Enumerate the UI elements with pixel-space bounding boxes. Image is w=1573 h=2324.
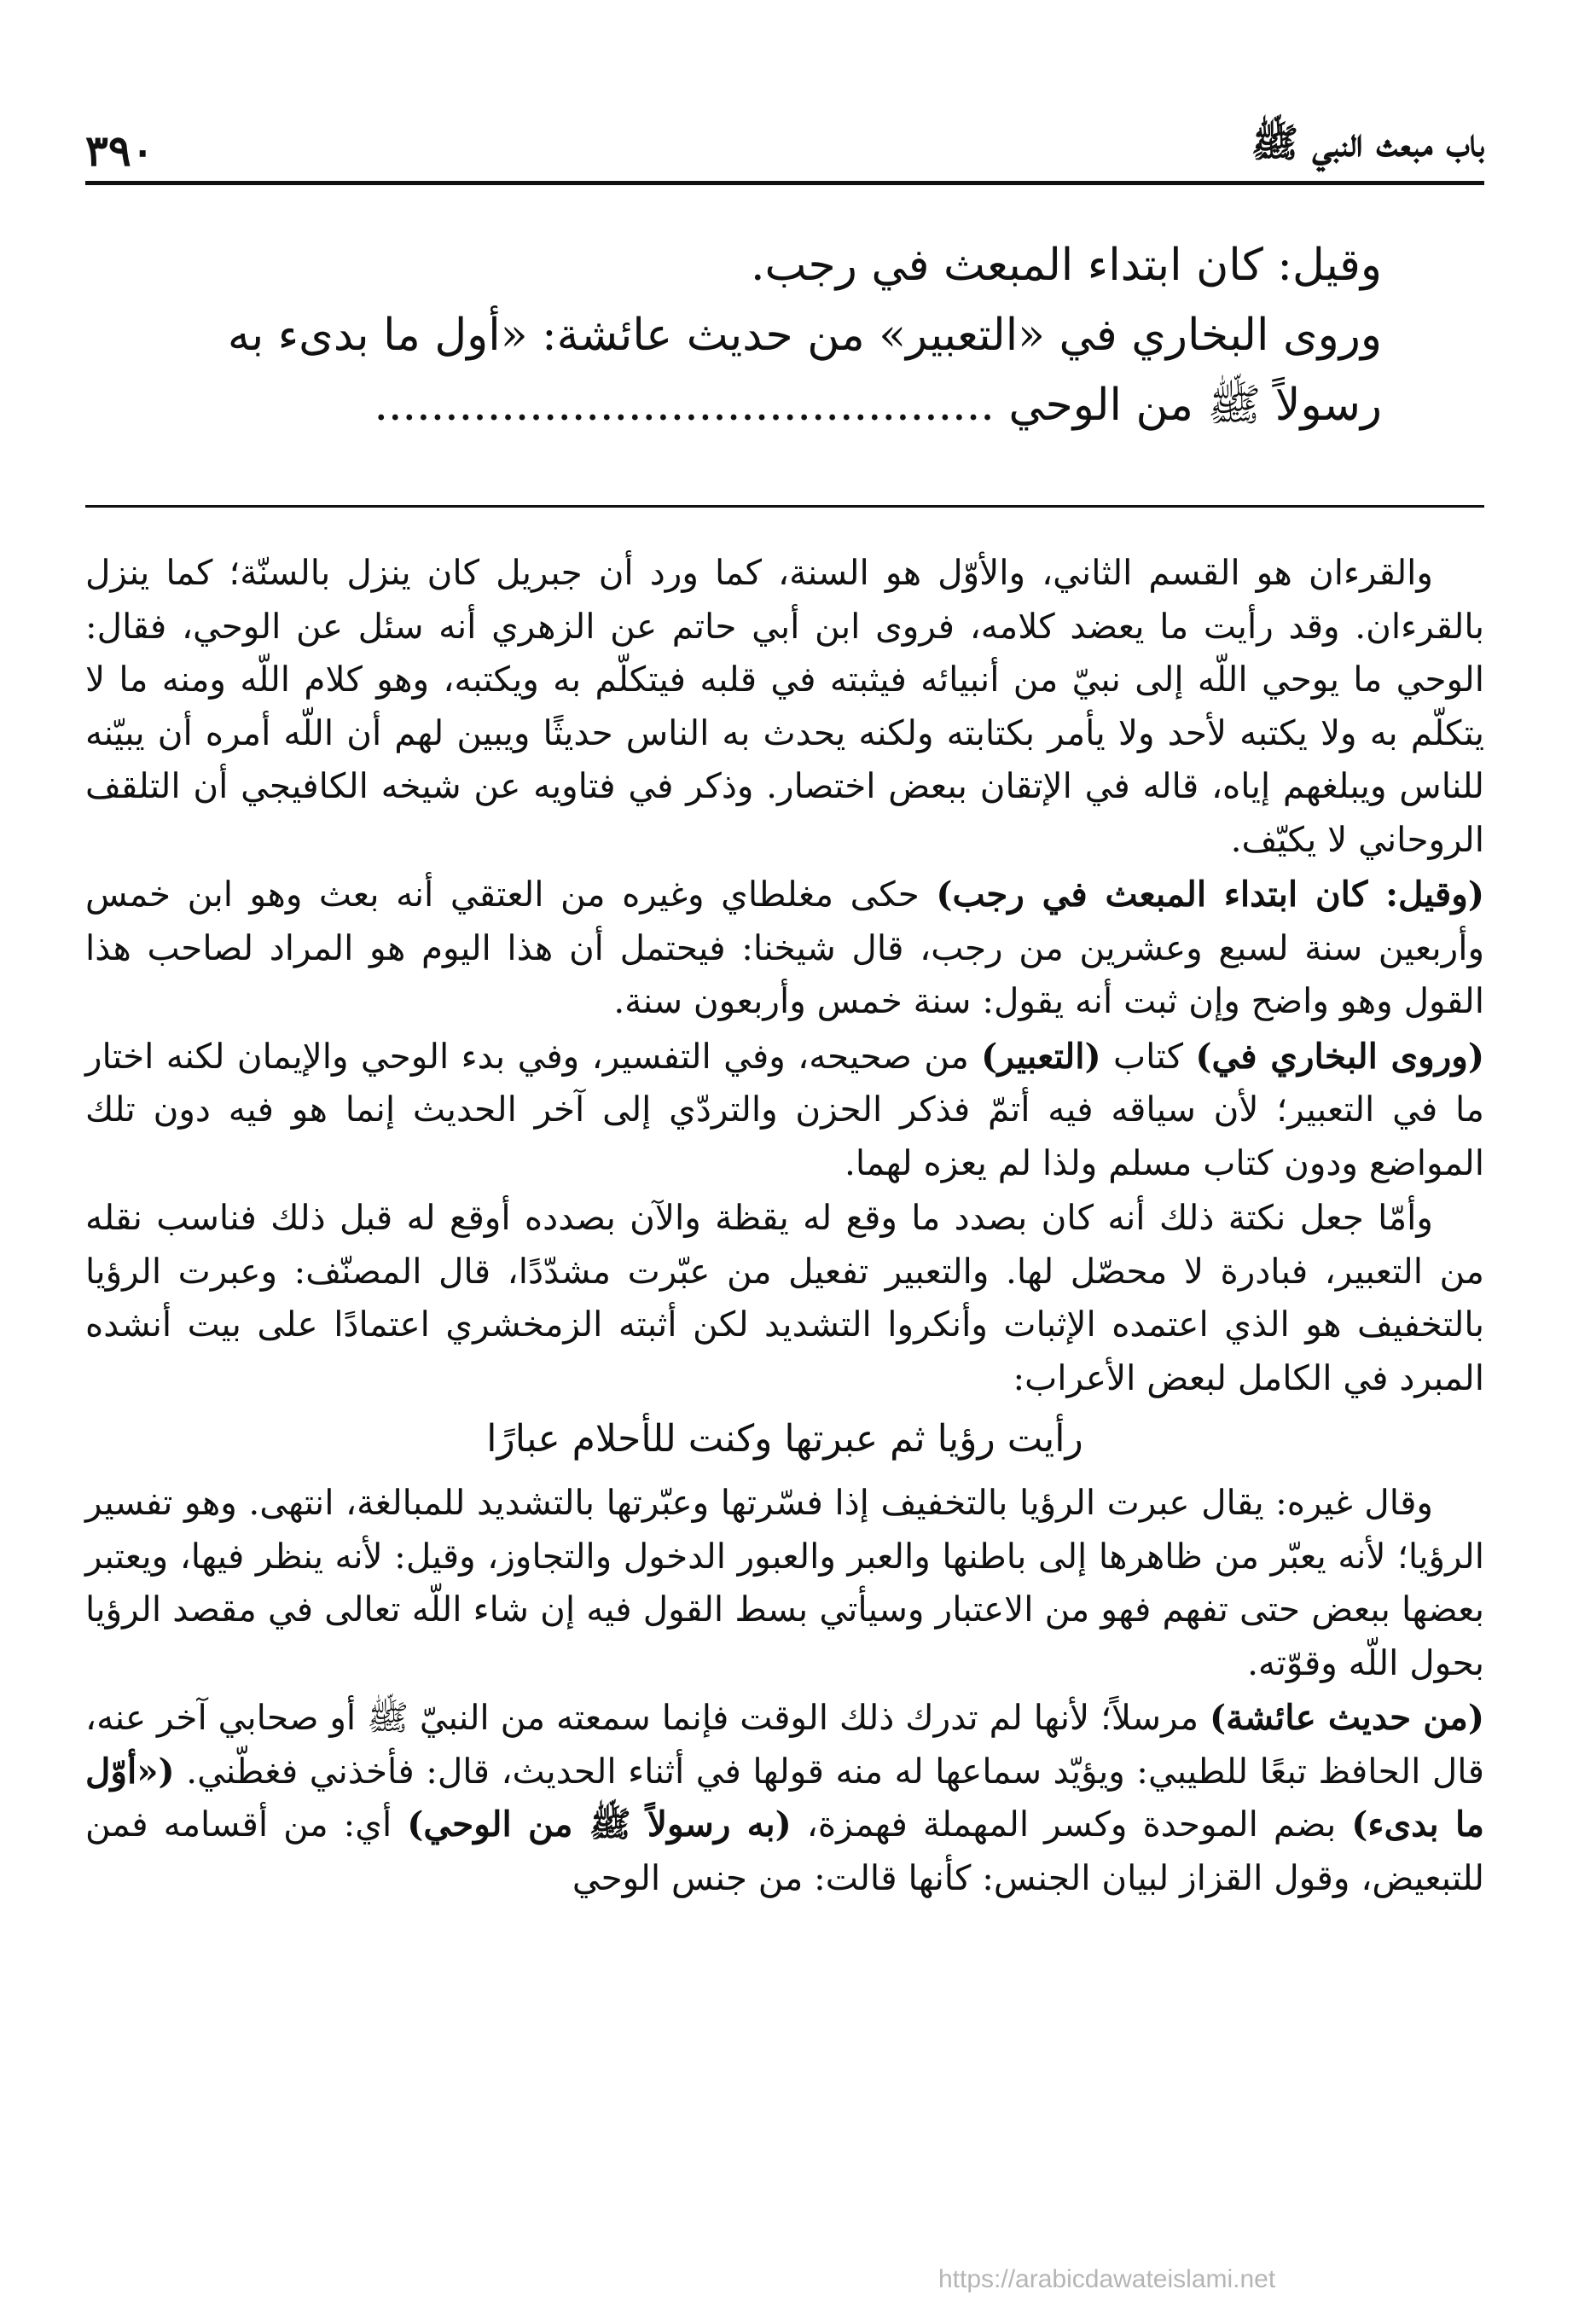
commentary-span: حكى مغلطاي وغيره من العتقي أنه بعث وهو ابن خمس وأربعين سنة لسبع وعشرين من رجب، قال شيخنا: فيحتمل أن هذا اليوم هو المراد لصاحب هذا القول وهو واضح وإن ثبت أنه يقول: سنة خمس وأربعون سنة. [85,874,1484,1021]
commentary-paragraph [85,1030,1484,1190]
commentary-span: مرسلاً؛ لأنها لم تدرك ذلك الوقت فإنما سمعته من النبيّ ﷺ أو صحابي آخر عنه، قال الحافظ تبعًا للطيبي: ويؤيّد سماعها له منه قولها في أثناء الحديث، قال: فأخذني فغطّني. [85,1697,1484,1792]
matn-text [85,230,1382,440]
matn-line [85,370,1382,440]
matn-line: وروى البخاري في «التعبير» من حديث عائشة: «أول ما بدىء به [227,310,1382,361]
commentary-span: من صحيحه، وفي التفسير، وفي بدء الوحي والإيمان لكنه اختار ما في التعبير؛ لأن سياقه فيه أتمّ فذكر الحزن والتردّي إلى آخر الحديث إنما هو فيه دون تلك المواضع ودون كتاب مسلم ولذا لم يعزه لهما. [85,1035,1484,1183]
commentary-span: بضم الموحدة وكسر المهملة فهمزة، [791,1804,1352,1845]
commentary-paragraph: والقرءان هو القسم الثاني، والأوّل هو السنة، كما ورد أن جبريل كان ينزل بالسنّة؛ كما ينزل بالقرءان. وقد رأيت ما يعضد كلامه، فروى ابن أبي حاتم عن الزهري أنه سئل عن الوحي، فقال: الوحي ما يوحي اللّه إلى نبيّ من أنبيائه فيثبته في قلبه فيتكلّم به ويكتبه، وهو كلام اللّه ومنه ما لا يتكلّم به ولا يكتبه لأحد ولا يأمر بكتابته ولكنه يحدث به الناس حديثًا ويبين لهم أن اللّه أمره أن يبيّنه للناس ويبلغهم إياه، قاله في الإتقان ببعض اختصار. وذكر في فتاويه عن شيخه الكافيجي أن التلقف الروحاني لا يكيّف. [85,552,1484,860]
commentary-span: أي: من أقسامه فمن للتبعيض، وقول القزاز لبيان الجنس: كأنها قالت: من جنس الوحي [85,1804,1484,1898]
commentary-span: كتاب [1100,1035,1196,1077]
quoted-matn: (به رسولاً ﷺ من الوحي) [407,1804,792,1845]
commentary-paragraph: وأمّا جعل نكتة ذلك أنه كان بصدد ما وقع له يقظة والآن بصدده أوقع له قبل ذلك فناسب نقله من التعبير، فبادرة لا محصّل لها. والتعبير تفعيل من عبّرت مشدّدًا، قال المصنّف: وعبرت الرؤيا بالتخفيف هو الذي اعتمده الإثبات وأنكروا التشديد لكن أثبته الزمخشري اعتمادًا على بيت أنشده المبرد في الكامل لبعض الأعراب: [85,1197,1484,1398]
running-title: باب مبعث النبي ﷺ [1251,119,1484,166]
watermark-url: https://arabicdawateislami.net [938,2265,1276,2293]
ellipsis-dots: ............................................ [374,380,995,431]
section-divider [85,505,1484,508]
commentary-paragraph [85,868,1484,1028]
header-rule [85,181,1484,185]
quoted-matn: («أوّل ما بدىء) [85,1750,1484,1845]
quoted-matn: (التعبير) [981,1035,1101,1077]
quoted-matn: (وقيل: كان ابتداء المبعث في رجب) [936,874,1485,915]
matn-line-text: رسولاً ﷺ من الوحي [1008,380,1382,431]
quoted-matn: (من حديث عائشة) [1209,1697,1484,1738]
quoted-matn: (وروى البخاري في) [1195,1035,1484,1077]
commentary-paragraph: وقال غيره: يقال عبرت الرؤيا بالتخفيف إذا فسّرتها وعبّرتها بالتشديد للمبالغة، انتهى. وهو تفسير الرؤيا؛ لأنه يعبّر من ظاهرها إلى باطنها والعبر والعبور الدخول والتجاوز، وقيل: لأنه ينظر فيها، ويعتبر بعضها ببعض حتى تفهم فهو من الاعتبار وسيأتي بسط القول فيه إن شاء اللّه تعالى في مقصد الرؤيا بحول اللّه وقوّته. [85,1482,1484,1683]
page-header [85,111,1484,176]
matn-line: وقيل: كان ابتداء المبعث في رجب. [750,240,1382,291]
commentary-text [85,546,1484,1906]
commentary-paragraph [85,1691,1484,1904]
poetry-verse: رأيت رؤيا ثم عبرتها وكنت للأحلام عبارًا [486,1417,1083,1461]
page-number: ٣٩٠ [85,125,154,176]
